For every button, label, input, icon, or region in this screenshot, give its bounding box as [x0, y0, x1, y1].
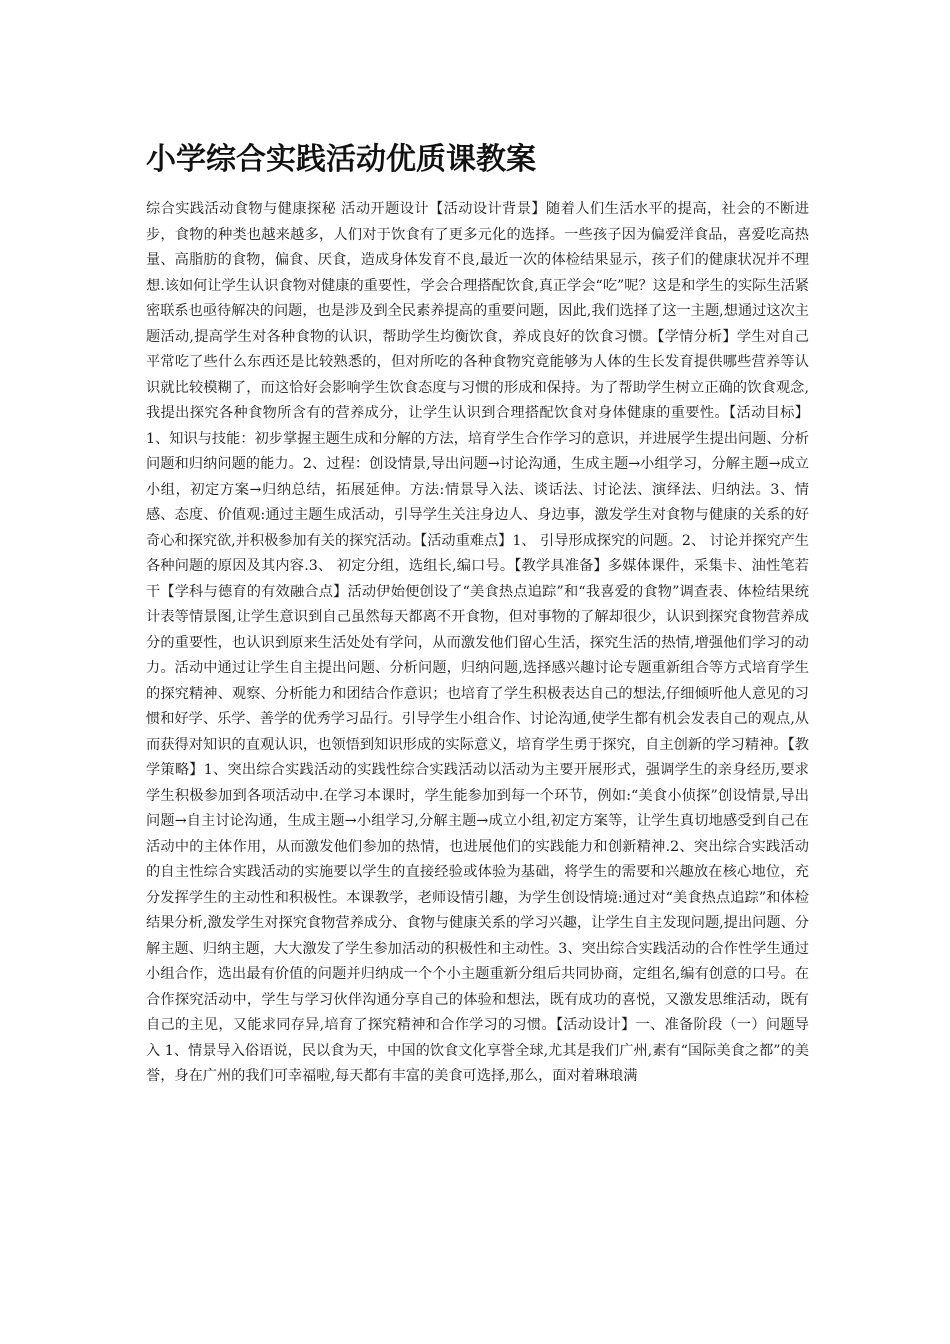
document-body-paragraph: 综合实践活动食物与健康探秘 活动开题设计【活动设计背景】随着人们生活水平的提高，社会的不断进步，食物的种类也越来越多，人们对于饮食有了更多元化的选择。一些孩子因为偏爱洋食品，喜爱吃高热量、高脂肪的食物，偏食、厌食，造成身体发育不良,最近一次的体检结果显示，孩子们的健康状况并不理想.该如何让学生认识食物对健康的重要性，学会合理搭配饮食,真正学会“吃”呢？这是和学生的实际生活紧密联系也亟待解决的问题，也是涉及到全民素养提高的重要问题，因此,我们选择了这一主题,想通过这次主题活动,提高学生对各种食物的认识，帮助学生均衡饮食，养成良好的饮食习惯。【学情分析】学生对自己平常吃了些什么东西还是比较熟悉的，但对所吃的各种食物究竟能够为人体的生长发育提供哪些营养等认识就比较模糊了，而这恰好会影响学生饮食态度与习惯的形成和保持。为了帮助学生树立正确的饮食观念,我提出探究各种食物所含有的营养成分，让学生认识到合理搭配饮食对身体健康的重要性。【活动目标】1、知识与技能：初步掌握主题生成和分解的方法，培育学生合作学习的意识，并进展学生提出问题、分析问题和归纳问题的能力。2、过程：创设情景,导出问题→讨论沟通，生成主题→小组学习，分解主题→成立小组，初定方案→归纳总结，拓展延伸。方法:情景导入法、谈话法、讨论法、演绎法、归纳法。3、情感、态度、价值观:通过主题生成活动，引导学生关注身边人、身边事，激发学生对食物与健康的关系的好奇心和探究欲,并积极参加有关的探究活动。【活动重难点】1、 引导形成探究的问题。2、 讨论并探究产生各种问题的原因及其内容.3、 初定分组，选组长,编口号。【教学具准备】多媒体课件，采集卡、油性笔若干【学科与德育的有效融合点】活动伊始便创设了“美食热点追踪”和“我喜爱的食物”调查表、体检结果统计表等情景图,让学生意识到自己虽然每天都离不开食物，但对事物的了解却很少，认识到探究食物营养成分的重要性，也认识到原来生活处处有学问，从而激发他们留心生活，探究生活的热情,增强他们学习的动力。活动中通过让学生自主提出问题、分析问题，归纳问题,选择感兴趣讨论专题重新组合等方式培育学生的探究精神、观察、分析能力和团结合作意识；也培育了学生积极表达自己的想法,仔细倾听他人意见的习惯和好学、乐学、善学的优秀学习品行。引导学生小组合作、讨论沟通,使学生都有机会发表自己的观点,从而获得对知识的直观认识，也领悟到知识形成的实际意义，培育学生勇于探究，自主创新的学习精神。【教学策略】1、突出综合实践活动的实践性综合实践活动以活动为主要开展形式，强调学生的亲身经历,要求学生积极参加到各项活动中.在学习本课时，学生能参加到每一个环节，例如:“美食小侦探”创设情景,导出问题→自主讨论沟通，生成主题→小组学习,分解主题→成立小组,初定方案等，让学生真切地感受到自己在活动中的主体作用，从而激发他们参加的热情，也进展他们的实践能力和创新精神.2、突出综合实践活动的自主性综合实践活动的实施要以学生的直接经验或体验为基础，将学生的需要和兴趣放在核心地位，充分发挥学生的主动性和积极性。本课教学，老师设情引趣，为学生创设情境:通过对“美食热点追踪”和体检结果分析,激发学生对探究食物营养成分、食物与健康关系的学习兴趣，让学生自主发现问题,提出问题、分解主题、归纳主题，大大激发了学生参加活动的积极性和主动性。3、突出综合实践活动的合作性学生通过小组合作，选出最有价值的问题并归纳成一个个小主题重新分组后共同协商，定组名,编有创意的口号。在合作探究活动中，学生与学习伙伴沟通分享自己的体验和想法，既有成功的喜悦，又激发思维活动，既有自己的主见，又能求同存异,培育了探究精神和合作学习的习惯。【活动设计】一、准备阶段（一）问题导入 1、情景导入俗语说，民以食为天，中国的饮食文化享誉全球,尤其是我们广州,素有“国际美食之都”的美誉，身在广州的我们可幸福啦,每天都有丰富的美食可选择,那么，面对着琳琅满	[146, 201, 809, 1084]
document-title: 小学综合实践活动优质课教案	[146, 142, 536, 177]
